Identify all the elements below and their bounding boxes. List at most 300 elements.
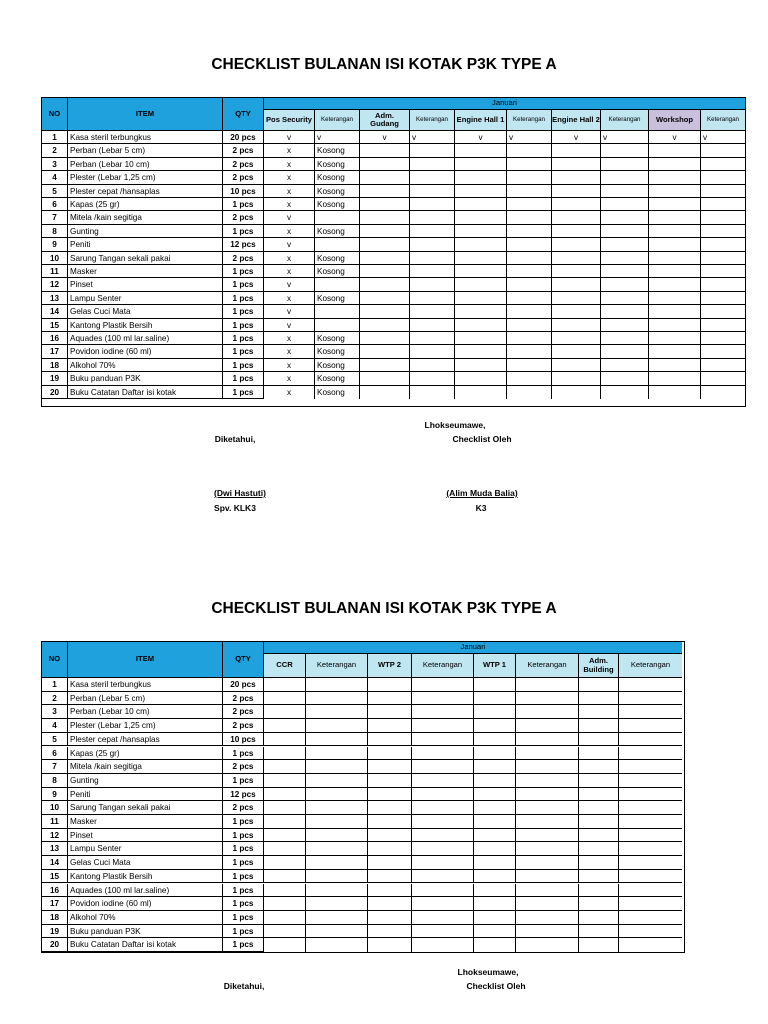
check-cell <box>701 265 745 278</box>
check-cell <box>368 870 412 884</box>
check-cell <box>552 372 601 385</box>
check-cell <box>552 292 601 305</box>
check-cell <box>579 884 619 898</box>
check-cell <box>579 801 619 815</box>
check-cell <box>516 870 579 884</box>
signer-role-right: K3 <box>475 503 487 513</box>
check-cell: x <box>264 171 315 184</box>
check-cell <box>368 747 412 761</box>
check-cell: x <box>264 158 315 171</box>
check-cell <box>360 225 410 238</box>
column-header-3: WTP 2 <box>368 654 412 678</box>
check-cell: x <box>264 386 315 399</box>
check-cell <box>455 319 507 332</box>
check-cell <box>619 678 682 692</box>
check-cell <box>412 788 474 802</box>
header-qty: QTY <box>223 642 264 678</box>
check-cell <box>306 925 368 939</box>
check-cell <box>552 198 601 211</box>
check-cell <box>579 856 619 870</box>
check-cell <box>601 345 649 358</box>
check-cell <box>601 171 649 184</box>
check-cell <box>601 292 649 305</box>
check-cell <box>410 158 455 171</box>
check-cell <box>579 897 619 911</box>
check-cell: x <box>264 265 315 278</box>
place-label-2: Lhokseumawe, <box>457 967 519 977</box>
check-cell: x <box>264 332 315 345</box>
row-item: Mitela /kain segitiga <box>68 760 223 774</box>
row-no: 6 <box>42 747 68 761</box>
row-qty: 12 pcs <box>223 238 264 251</box>
row-no: 10 <box>42 252 68 265</box>
check-cell <box>579 719 619 733</box>
row-no: 20 <box>42 386 68 399</box>
row-item: Kapas (25 gr) <box>68 747 223 761</box>
check-cell <box>315 305 360 318</box>
checklist-table-1 <box>41 97 746 407</box>
check-cell <box>649 372 701 385</box>
check-cell <box>412 760 474 774</box>
check-cell <box>601 225 649 238</box>
check-cell <box>701 319 745 332</box>
check-cell <box>516 774 579 788</box>
check-cell <box>412 774 474 788</box>
check-cell <box>619 719 682 733</box>
check-cell: x <box>264 185 315 198</box>
check-cell <box>455 225 507 238</box>
check-cell <box>474 788 516 802</box>
check-cell <box>264 678 306 692</box>
row-item: Pinset <box>68 829 223 843</box>
row-item: Gelas Cuci Mata <box>68 856 223 870</box>
check-cell <box>507 292 552 305</box>
check-cell: Kosong <box>315 198 360 211</box>
check-cell <box>507 198 552 211</box>
row-qty: 2 pcs <box>223 760 264 774</box>
row-qty: 1 pcs <box>223 332 264 345</box>
column-header-2: Keterangan <box>306 654 368 678</box>
check-cell <box>507 171 552 184</box>
check-cell <box>516 733 579 747</box>
check-cell <box>410 238 455 251</box>
check-cell <box>649 332 701 345</box>
check-cell <box>412 842 474 856</box>
row-no: 9 <box>42 788 68 802</box>
check-cell <box>507 359 552 372</box>
check-cell <box>552 225 601 238</box>
row-item: Plester (Lebar 1,25 cm) <box>68 719 223 733</box>
check-cell <box>315 278 360 291</box>
row-item: Povidon iodine (60 ml) <box>68 897 223 911</box>
row-qty: 1 pcs <box>223 225 264 238</box>
check-cell <box>474 705 516 719</box>
check-cell <box>579 774 619 788</box>
check-cell <box>552 144 601 157</box>
check-cell <box>360 171 410 184</box>
check-cell <box>701 198 745 211</box>
check-cell: v <box>455 131 507 144</box>
check-cell <box>264 829 306 843</box>
check-cell: v <box>552 131 601 144</box>
check-cell <box>306 705 368 719</box>
check-cell <box>701 386 745 399</box>
column-header-10: Keterangan <box>701 110 745 131</box>
check-cell <box>412 897 474 911</box>
check-cell <box>601 305 649 318</box>
check-cell <box>601 359 649 372</box>
row-no: 11 <box>42 265 68 278</box>
row-qty: 12 pcs <box>223 788 264 802</box>
check-cell <box>649 265 701 278</box>
check-cell: Kosong <box>315 158 360 171</box>
check-cell <box>701 211 745 224</box>
row-qty: 1 pcs <box>223 292 264 305</box>
check-cell <box>410 252 455 265</box>
row-qty: 20 pcs <box>223 131 264 144</box>
check-cell <box>264 801 306 815</box>
check-cell <box>619 911 682 925</box>
column-header-2: Keterangan <box>315 110 360 131</box>
check-cell <box>455 332 507 345</box>
row-item: Plester cepat /hansaplas <box>68 185 223 198</box>
check-cell <box>619 856 682 870</box>
page-title-2: CHECKLIST BULANAN ISI KOTAK P3K TYPE A <box>211 600 557 617</box>
check-cell <box>619 897 682 911</box>
check-cell <box>410 211 455 224</box>
column-header-4: Keterangan <box>412 654 474 678</box>
row-qty: 2 pcs <box>223 705 264 719</box>
check-cell <box>649 225 701 238</box>
row-qty: 10 pcs <box>223 733 264 747</box>
header-item: ITEM <box>68 642 223 678</box>
row-no: 16 <box>42 884 68 898</box>
check-cell <box>264 842 306 856</box>
row-item: Kasa steril terbungkus <box>68 678 223 692</box>
check-cell <box>455 144 507 157</box>
check-cell: Kosong <box>315 265 360 278</box>
check-cell <box>619 733 682 747</box>
check-cell <box>619 788 682 802</box>
check-cell <box>579 815 619 829</box>
check-cell <box>264 925 306 939</box>
row-no: 4 <box>42 719 68 733</box>
row-item: Sarung Tangan sekali pakai <box>68 801 223 815</box>
row-no: 14 <box>42 305 68 318</box>
check-cell <box>368 774 412 788</box>
check-cell <box>507 386 552 399</box>
check-cell <box>601 185 649 198</box>
row-no: 13 <box>42 842 68 856</box>
check-cell: v <box>264 305 315 318</box>
check-cell <box>601 332 649 345</box>
check-cell <box>410 332 455 345</box>
check-cell <box>264 897 306 911</box>
check-cell <box>619 801 682 815</box>
row-qty: 1 pcs <box>223 372 264 385</box>
check-cell <box>410 372 455 385</box>
check-cell <box>360 144 410 157</box>
check-cell <box>264 938 306 952</box>
check-cell <box>455 386 507 399</box>
check-cell <box>579 829 619 843</box>
check-cell <box>701 171 745 184</box>
column-header-7: Adm. Building <box>579 654 619 678</box>
check-cell <box>516 829 579 843</box>
check-cell <box>264 747 306 761</box>
check-cell <box>619 829 682 843</box>
check-cell <box>368 760 412 774</box>
check-cell <box>619 925 682 939</box>
row-item: Gunting <box>68 225 223 238</box>
row-qty: 1 pcs <box>223 842 264 856</box>
row-item: Perban (Lebar 10 cm) <box>68 158 223 171</box>
check-cell: v <box>649 131 701 144</box>
check-cell <box>601 144 649 157</box>
check-cell <box>412 801 474 815</box>
check-cell <box>360 278 410 291</box>
row-qty: 1 pcs <box>223 938 264 952</box>
check-cell: x <box>264 225 315 238</box>
check-cell <box>368 829 412 843</box>
check-cell <box>474 678 516 692</box>
check-cell <box>552 171 601 184</box>
row-no: 3 <box>42 705 68 719</box>
checklist-table-2 <box>41 641 685 953</box>
check-cell <box>315 238 360 251</box>
check-cell <box>701 359 745 372</box>
row-qty: 1 pcs <box>223 815 264 829</box>
check-cell <box>619 747 682 761</box>
check-cell <box>306 815 368 829</box>
row-no: 7 <box>42 760 68 774</box>
checked-by-label-1: Checklist Oleh <box>452 434 512 444</box>
row-item: Masker <box>68 265 223 278</box>
check-cell <box>579 925 619 939</box>
check-cell <box>579 692 619 706</box>
row-no: 6 <box>42 198 68 211</box>
check-cell <box>552 158 601 171</box>
check-cell <box>315 319 360 332</box>
check-cell <box>264 733 306 747</box>
place-label-1: Lhokseumawe, <box>424 420 486 430</box>
row-no: 18 <box>42 359 68 372</box>
row-item: Plester (Lebar 1,25 cm) <box>68 171 223 184</box>
row-no: 8 <box>42 774 68 788</box>
check-cell: Kosong <box>315 386 360 399</box>
row-no: 3 <box>42 158 68 171</box>
check-cell <box>455 211 507 224</box>
check-cell <box>410 386 455 399</box>
check-cell <box>601 238 649 251</box>
check-cell <box>516 884 579 898</box>
check-cell <box>601 211 649 224</box>
row-qty: 2 pcs <box>223 719 264 733</box>
column-header-6: Keterangan <box>516 654 579 678</box>
row-qty: 1 pcs <box>223 856 264 870</box>
check-cell <box>619 884 682 898</box>
check-cell <box>410 359 455 372</box>
check-cell: Kosong <box>315 225 360 238</box>
check-cell <box>552 211 601 224</box>
check-cell <box>649 278 701 291</box>
row-qty: 20 pcs <box>223 678 264 692</box>
row-qty: 1 pcs <box>223 386 264 399</box>
check-cell <box>306 938 368 952</box>
check-cell <box>579 870 619 884</box>
check-cell <box>619 938 682 952</box>
check-cell <box>474 815 516 829</box>
check-cell <box>474 911 516 925</box>
row-qty: 1 pcs <box>223 319 264 332</box>
check-cell <box>507 211 552 224</box>
row-item: Kantong Plastik Bersih <box>68 870 223 884</box>
check-cell <box>360 265 410 278</box>
check-cell <box>360 372 410 385</box>
check-cell <box>360 359 410 372</box>
column-header-1: CCR <box>264 654 306 678</box>
check-cell <box>516 938 579 952</box>
check-cell <box>516 897 579 911</box>
check-cell <box>368 705 412 719</box>
header-qty: QTY <box>223 98 264 131</box>
check-cell: x <box>264 198 315 211</box>
check-cell: Kosong <box>315 144 360 157</box>
check-cell <box>264 815 306 829</box>
column-header-1: Pos Security <box>264 110 315 131</box>
column-header-9: Workshop <box>649 110 701 131</box>
check-cell <box>412 925 474 939</box>
check-cell <box>306 829 368 843</box>
check-cell <box>410 345 455 358</box>
row-no: 10 <box>42 801 68 815</box>
check-cell: v <box>264 238 315 251</box>
row-qty: 2 pcs <box>223 801 264 815</box>
row-qty: 2 pcs <box>223 692 264 706</box>
header-no: NO <box>42 642 68 678</box>
row-qty: 2 pcs <box>223 144 264 157</box>
row-no: 5 <box>42 185 68 198</box>
check-cell <box>649 198 701 211</box>
check-cell <box>552 185 601 198</box>
row-no: 9 <box>42 238 68 251</box>
check-cell <box>507 225 552 238</box>
check-cell <box>412 733 474 747</box>
check-cell <box>649 144 701 157</box>
check-cell <box>474 829 516 843</box>
row-no: 14 <box>42 856 68 870</box>
check-cell: v <box>410 131 455 144</box>
row-no: 2 <box>42 692 68 706</box>
check-cell: v <box>264 278 315 291</box>
column-header-5: WTP 1 <box>474 654 516 678</box>
row-item: Peniti <box>68 788 223 802</box>
check-cell <box>368 692 412 706</box>
row-item: Gelas Cuci Mata <box>68 305 223 318</box>
row-no: 2 <box>42 144 68 157</box>
row-no: 4 <box>42 171 68 184</box>
row-qty: 1 pcs <box>223 829 264 843</box>
check-cell <box>552 386 601 399</box>
check-cell <box>701 372 745 385</box>
column-header-4: Keterangan <box>410 110 455 131</box>
check-cell <box>474 719 516 733</box>
check-cell <box>455 158 507 171</box>
check-cell <box>410 225 455 238</box>
column-header-3: Adm. Gudang <box>360 110 410 131</box>
check-cell <box>264 774 306 788</box>
check-cell <box>264 692 306 706</box>
check-cell <box>601 265 649 278</box>
check-cell <box>474 897 516 911</box>
check-cell <box>264 870 306 884</box>
acknowledged-label-2: Diketahui, <box>223 981 265 991</box>
check-cell <box>701 305 745 318</box>
row-item: Pinset <box>68 278 223 291</box>
check-cell: x <box>264 144 315 157</box>
check-cell <box>360 319 410 332</box>
check-cell: x <box>264 359 315 372</box>
row-item: Plester cepat /hansaplas <box>68 733 223 747</box>
check-cell <box>455 252 507 265</box>
check-cell <box>601 319 649 332</box>
check-cell <box>264 705 306 719</box>
row-qty: 1 pcs <box>223 305 264 318</box>
check-cell <box>368 719 412 733</box>
row-no: 15 <box>42 870 68 884</box>
check-cell <box>410 171 455 184</box>
header-month: Januari <box>264 98 745 110</box>
check-cell <box>474 842 516 856</box>
check-cell <box>507 252 552 265</box>
check-cell <box>368 911 412 925</box>
row-no: 12 <box>42 278 68 291</box>
check-cell <box>306 692 368 706</box>
row-item: Perban (Lebar 5 cm) <box>68 692 223 706</box>
row-item: Mitela /kain segitiga <box>68 211 223 224</box>
check-cell: Kosong <box>315 372 360 385</box>
check-cell <box>410 185 455 198</box>
row-item: Kasa steril terbungkus <box>68 131 223 144</box>
check-cell <box>474 884 516 898</box>
check-cell <box>412 678 474 692</box>
check-cell <box>516 678 579 692</box>
check-cell <box>360 211 410 224</box>
check-cell <box>306 747 368 761</box>
check-cell <box>368 938 412 952</box>
check-cell <box>516 719 579 733</box>
check-cell <box>507 319 552 332</box>
check-cell <box>649 158 701 171</box>
check-cell <box>306 678 368 692</box>
row-no: 16 <box>42 332 68 345</box>
check-cell <box>579 678 619 692</box>
check-cell <box>474 925 516 939</box>
check-cell <box>601 158 649 171</box>
check-cell <box>455 359 507 372</box>
check-cell <box>507 372 552 385</box>
row-qty: 2 pcs <box>223 171 264 184</box>
check-cell <box>701 158 745 171</box>
check-cell: v <box>264 319 315 332</box>
check-cell <box>619 760 682 774</box>
row-item: Alkohol 70% <box>68 911 223 925</box>
check-cell <box>368 815 412 829</box>
check-cell <box>455 265 507 278</box>
check-cell <box>552 238 601 251</box>
check-cell <box>649 359 701 372</box>
check-cell <box>619 815 682 829</box>
